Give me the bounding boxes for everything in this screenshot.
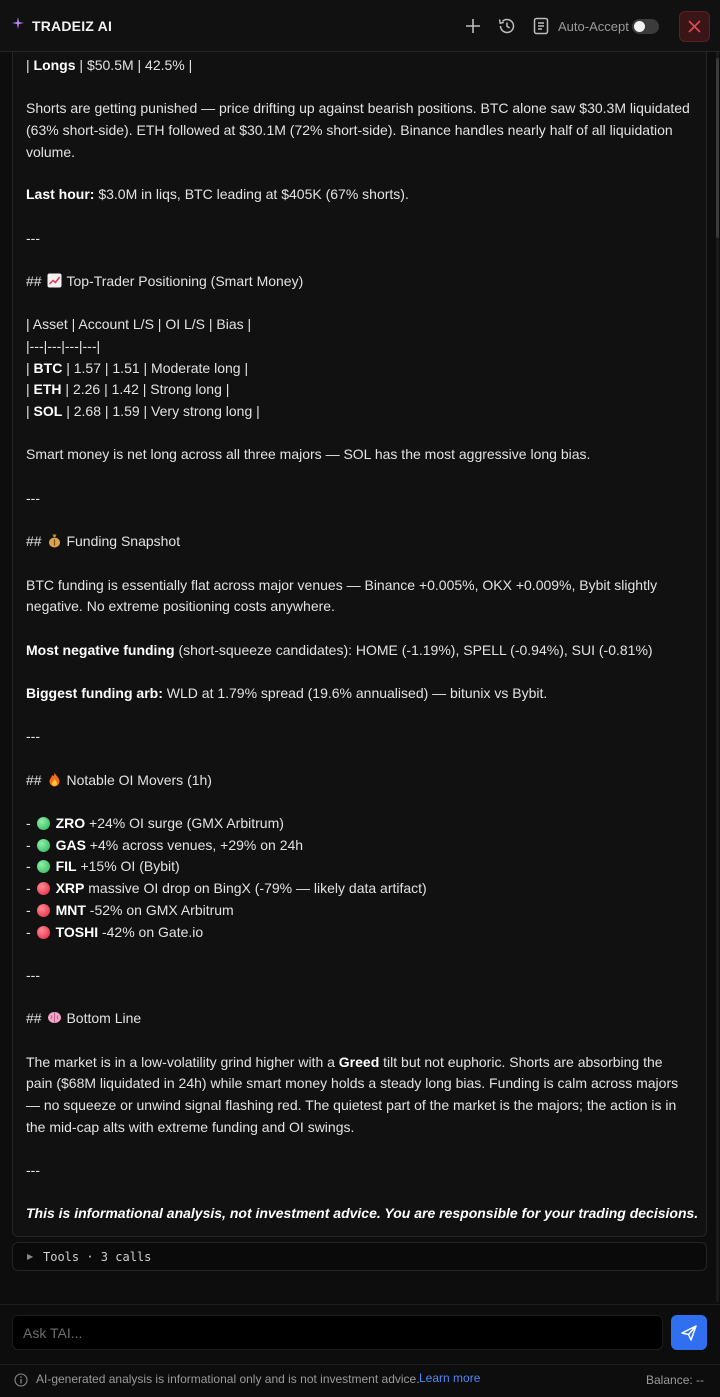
table-separator: |---|---|---|---|	[26, 338, 101, 354]
list-item: - TOSHI -42% on Gate.io	[26, 924, 204, 940]
list-item: - MNT -52% on GMX Arbitrum	[26, 902, 234, 918]
balance-readout: Balance: --	[646, 1373, 705, 1387]
money-bag-emoji	[47, 533, 62, 548]
green-circle-icon	[37, 817, 50, 830]
list-item: - FIL +15% OI (Bybit)	[26, 858, 180, 874]
chat-input[interactable]	[12, 1315, 663, 1350]
green-circle-icon	[37, 860, 50, 873]
section-heading: ## Notable OI Movers (1h)	[26, 772, 212, 788]
table-row: | BTC | 1.57 | 1.51 | Moderate long |	[26, 360, 249, 376]
table-header: | Asset | Account L/S | OI L/S | Bias |	[26, 316, 252, 332]
divider-text: ---	[26, 230, 40, 246]
auto-accept-label: Auto-Accept	[558, 19, 629, 34]
table-row: | SOL | 2.68 | 1.59 | Very strong long |	[26, 403, 260, 419]
red-circle-icon	[37, 926, 50, 939]
paragraph: Biggest funding arb: WLD at 1.79% spread (19.6% annualised) — bitunix vs Bybit.	[26, 685, 548, 701]
brain-emoji	[47, 1010, 62, 1025]
send-icon	[671, 1315, 707, 1350]
table-row: | Longs | $50.5M | 42.5% |	[26, 57, 193, 73]
paragraph: pain ($68M liquidated in 24h) while smart money holds a steady long bias. Funding is calm across majors	[26, 1075, 679, 1091]
footer-bar	[0, 1364, 720, 1397]
paragraph: — no squeeze or unwind signal flashing red. The quietest part of the market is the majors; the action is in	[26, 1097, 677, 1113]
green-circle-icon	[37, 839, 50, 852]
divider-text: ---	[26, 1162, 40, 1178]
toggle-knob	[634, 21, 645, 32]
send-button[interactable]	[671, 1315, 707, 1350]
section-heading: ## Top-Trader Positioning (Smart Money)	[26, 273, 304, 289]
red-circle-icon	[37, 904, 50, 917]
close-icon	[680, 12, 709, 41]
fire-emoji	[47, 772, 62, 787]
paragraph: Most negative funding (short-squeeze candidates): HOME (-1.19%), SPELL (-0.94%), SUI (-0.81%)	[26, 642, 653, 658]
scrollbar-thumb[interactable]	[716, 58, 719, 238]
paragraph: volume.	[26, 144, 76, 160]
list-item: - ZRO +24% OI surge (GMX Arbitrum)	[26, 815, 284, 831]
list-item: - GAS +4% across venues, +29% on 24h	[26, 837, 304, 853]
list-item: - XRP massive OI drop on BingX (-79% — likely data artifact)	[26, 880, 427, 896]
section-heading: ## Bottom Line	[26, 1010, 142, 1026]
sparkle-icon	[12, 17, 24, 29]
paragraph: The market is in a low-volatility grind higher with a Greed tilt but not euphoric. Shorts are absorbing the	[26, 1054, 663, 1070]
paragraph: negative. No extreme positioning costs anywhere.	[26, 598, 335, 614]
chart-increasing-emoji	[47, 273, 62, 288]
app-title: TRADEIZ AI	[32, 18, 113, 34]
paragraph: BTC funding is essentially flat across major venues — Binance +0.005%, OKX +0.009%, Bybit slightly	[26, 577, 658, 593]
tools-collapsible[interactable]	[12, 1242, 707, 1271]
caret-right-icon: ▶	[27, 1252, 34, 1261]
divider-text: ---	[26, 967, 40, 983]
paragraph: (63% short-side). ETH followed at $30.1M (72% short-side). Binance handles nearly half of all liquidation	[26, 122, 673, 138]
learn-more-link[interactable]: Learn more	[419, 1371, 481, 1385]
close-button[interactable]	[679, 11, 710, 42]
red-circle-icon	[37, 882, 50, 895]
paragraph: Smart money is net long across all three majors — SOL has the most aggressive long bias.	[26, 446, 591, 462]
tools-label: Tools · 3 calls	[43, 1250, 152, 1264]
divider-text: ---	[26, 490, 40, 506]
plus-icon[interactable]	[463, 16, 483, 36]
paragraph: Shorts are getting punished — price drifting up against bearish positions. BTC alone saw $30.3M liquidated	[26, 100, 690, 116]
paragraph: Last hour: $3.0M in liqs, BTC leading at $405K (67% shorts).	[26, 186, 409, 202]
paragraph: the mid-cap alts with extreme funding and OI swings.	[26, 1119, 355, 1135]
chat-scrollbar[interactable]	[716, 52, 719, 1302]
section-heading: ## Funding Snapshot	[26, 533, 181, 549]
notes-icon[interactable]	[531, 16, 551, 36]
assistant-message	[12, 52, 707, 1237]
app-header	[0, 0, 720, 52]
footer-disclaimer: AI-generated analysis is informational only and is not investment advice.	[36, 1372, 420, 1386]
divider-text: ---	[26, 728, 40, 744]
history-icon[interactable]	[497, 16, 517, 36]
info-icon	[14, 1373, 28, 1387]
message-disclaimer: This is informational analysis, not investment advice. You are responsible for your trading decisions.	[26, 1205, 699, 1221]
auto-accept-toggle[interactable]	[632, 19, 659, 34]
table-row: | ETH | 2.26 | 1.42 | Strong long |	[26, 381, 230, 397]
